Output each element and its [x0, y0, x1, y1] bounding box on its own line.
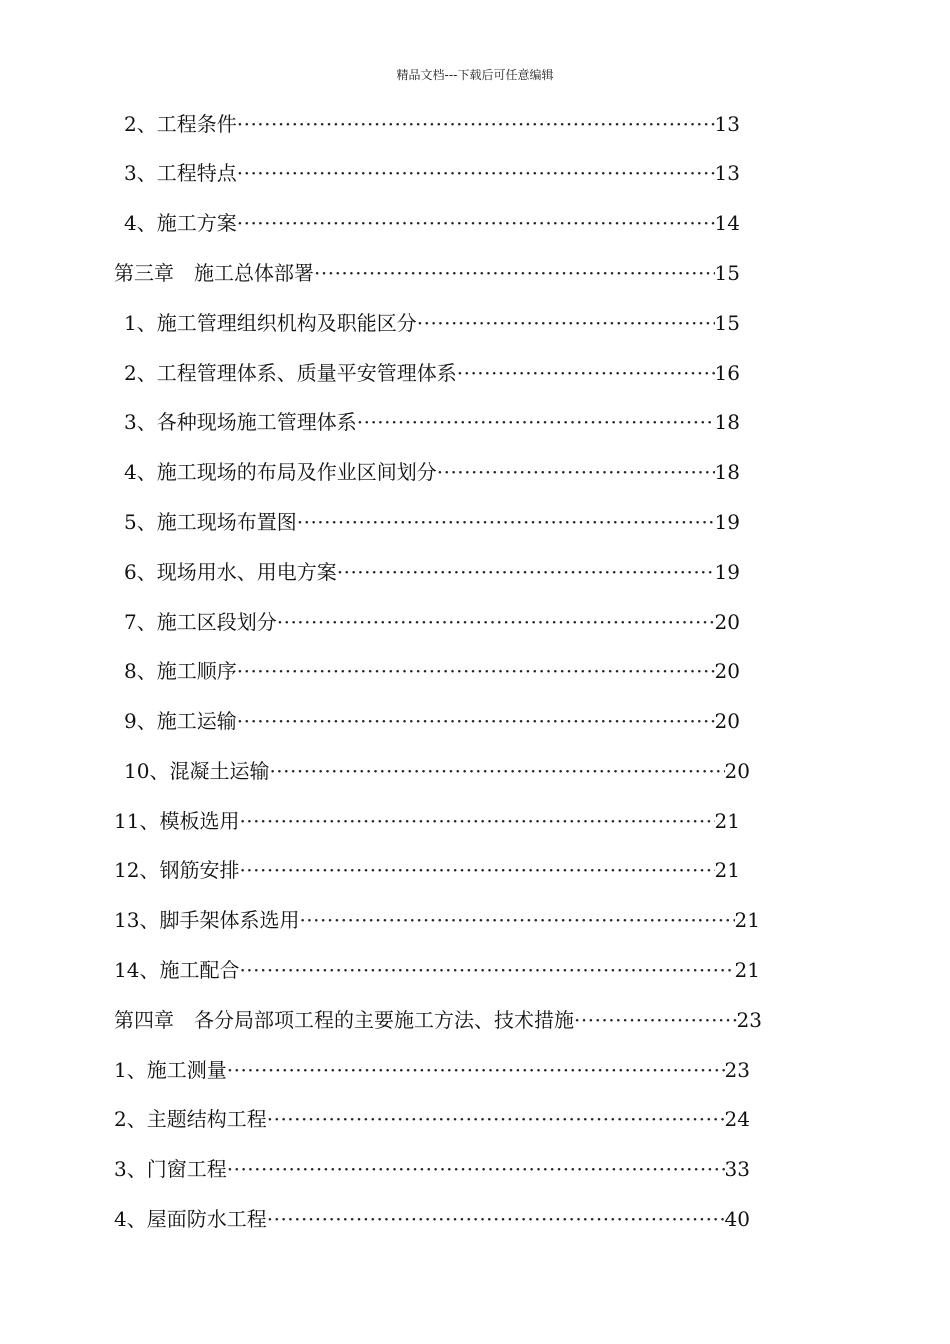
toc-leader-dots [269, 756, 724, 786]
toc-leader-dots [239, 806, 714, 836]
toc-entry [114, 1055, 750, 1085]
toc-entry [124, 557, 740, 587]
toc-entry [124, 756, 750, 786]
toc-entry [114, 806, 740, 836]
toc-entry-page: 13 [714, 161, 740, 185]
toc-entry-page: 16 [714, 361, 740, 385]
toc-entry [124, 208, 740, 238]
page-header: 精品文档---下载后可任意编辑 [396, 68, 554, 82]
toc-entry [114, 1204, 750, 1234]
toc-entry-page: 19 [714, 560, 740, 584]
toc-leader-dots [297, 507, 715, 537]
toc-leader-dots [237, 208, 715, 238]
toc-leader-dots [237, 656, 715, 686]
toc-entry-label: 第三章 施工总体部署 [114, 261, 314, 285]
toc-entry [124, 656, 740, 686]
toc-leader-dots [357, 407, 715, 437]
toc-leader-dots [227, 1154, 725, 1184]
toc-entry [124, 158, 740, 188]
toc-entry [114, 1005, 762, 1035]
toc-entry-page: 40 [724, 1207, 750, 1231]
toc-entry [114, 258, 740, 288]
toc-entry-page: 15 [714, 311, 740, 335]
toc-entry-label: 5、施工现场布置图 [124, 510, 297, 534]
toc-leader-dots [299, 905, 734, 935]
toc-leader-dots [237, 706, 715, 736]
toc-entry-page: 13 [714, 112, 740, 136]
toc-entry-label: 4、屋面防水工程 [114, 1207, 267, 1231]
toc-entry-label: 7、施工区段划分 [124, 610, 277, 634]
toc-entry-label: 13、脚手架体系选用 [114, 908, 300, 932]
toc-leader-dots [314, 258, 715, 288]
toc-entry [124, 607, 740, 637]
toc-entry [114, 955, 760, 985]
toc-entry [114, 905, 760, 935]
toc-leader-dots [417, 308, 715, 338]
toc-entry [124, 507, 740, 537]
toc-entry [114, 855, 740, 885]
toc-leader-dots [267, 1204, 725, 1234]
toc-entry-label: 9、施工运输 [124, 709, 237, 733]
toc-entry-page: 21 [714, 809, 740, 833]
toc-entry-label: 2、工程管理体系、质量平安管理体系 [124, 361, 457, 385]
toc-leader-dots [267, 1104, 725, 1134]
toc-leader-dots [574, 1005, 737, 1035]
toc-entry [114, 1154, 750, 1184]
toc-entry-label: 2、工程条件 [124, 112, 237, 136]
toc-entry [114, 1104, 750, 1134]
toc-entry-label: 14、施工配合 [114, 958, 240, 982]
toc-leader-dots [237, 109, 715, 139]
toc-entry-page: 18 [714, 410, 740, 434]
toc-entry-label: 4、施工方案 [124, 211, 237, 235]
toc-entry-page: 20 [724, 759, 750, 783]
toc-entry-label: 第四章 各分局部项工程的主要施工方法、技术措施 [114, 1008, 574, 1032]
toc-entry-label: 10、混凝土运输 [124, 759, 270, 783]
toc-entry-page: 23 [736, 1008, 762, 1032]
toc-entry-label: 12、钢筋安排 [114, 858, 240, 882]
toc-entry-page: 21 [734, 908, 760, 932]
toc-entry-label: 3、各种现场施工管理体系 [124, 410, 357, 434]
toc-entry-page: 21 [714, 858, 740, 882]
toc-entry-label: 8、施工顺序 [124, 659, 237, 683]
toc-entry [124, 308, 740, 338]
toc-entry-page: 21 [734, 958, 760, 982]
toc-entry-label: 1、施工测量 [114, 1058, 227, 1082]
toc-entry [124, 457, 740, 487]
toc-entry [124, 407, 740, 437]
toc-entry-label: 3、门窗工程 [114, 1157, 227, 1181]
toc-entry [124, 706, 740, 736]
toc-entry [124, 109, 740, 139]
toc-entry-page: 18 [714, 460, 740, 484]
toc-entry-label: 11、模板选用 [114, 809, 240, 833]
toc-entry-page: 14 [714, 211, 740, 235]
toc-entry-page: 20 [714, 659, 740, 683]
toc-entry-label: 2、主题结构工程 [114, 1107, 267, 1131]
toc-entry-label: 4、施工现场的布局及作业区间划分 [124, 460, 437, 484]
toc-entry-page: 24 [724, 1107, 750, 1131]
toc-entry-label: 3、工程特点 [124, 161, 237, 185]
toc-entry-page: 33 [724, 1157, 750, 1181]
toc-entry-page: 19 [714, 510, 740, 534]
toc-leader-dots [277, 607, 715, 637]
toc-entry-page: 20 [714, 709, 740, 733]
toc-leader-dots [239, 855, 714, 885]
toc-entry-page: 20 [714, 610, 740, 634]
toc-leader-dots [239, 955, 734, 985]
toc-entry-label: 6、现场用水、用电方案 [124, 560, 337, 584]
toc-entry [124, 358, 740, 388]
toc-entry-page: 23 [724, 1058, 750, 1082]
toc-leader-dots [237, 158, 715, 188]
toc-leader-dots [337, 557, 715, 587]
toc-entry-page: 15 [714, 261, 740, 285]
toc-entry-label: 1、施工管理组织机构及职能区分 [124, 311, 417, 335]
toc-leader-dots [437, 457, 715, 487]
toc-leader-dots [457, 358, 715, 388]
toc-leader-dots [227, 1055, 725, 1085]
